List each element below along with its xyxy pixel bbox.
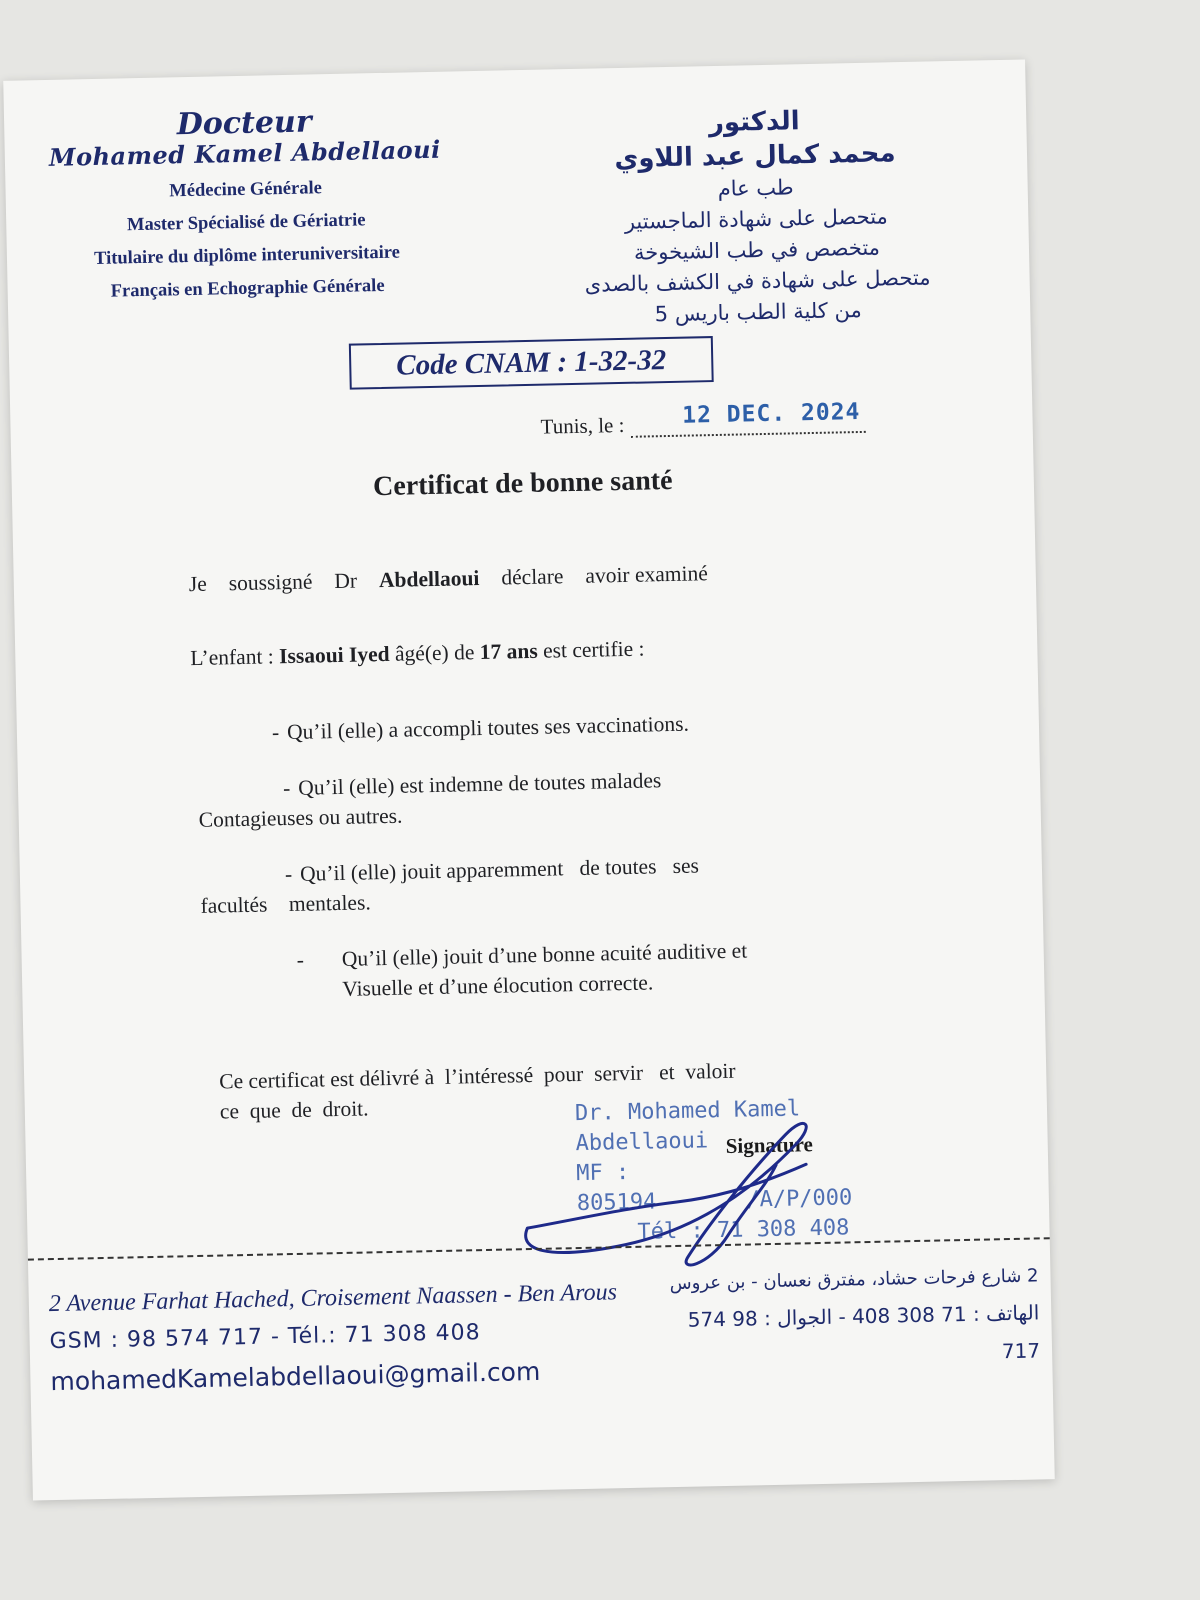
arabic-specialty-line: متحصل على شهادة الماجستير [624, 204, 889, 234]
header-right-arabic [564, 101, 949, 332]
child-age: 17 ans [479, 638, 538, 665]
docteur-title: Docteur [176, 104, 312, 143]
footer-address: 2 Avenue Farhat Hached, Croisement Naassen - Ben Arous [48, 1279, 618, 1318]
closing-line: ce que de droit. [219, 1096, 369, 1124]
child-suffix: est certifie : [542, 636, 645, 663]
footer-right-arabic [648, 1259, 1040, 1377]
specialty-line: Titulaire du diplôme interuniversitaire [93, 242, 401, 269]
bullet-continuation: Contagieuses ou autres. [198, 803, 403, 832]
doctor-surname: Abdellaoui [378, 565, 480, 593]
bullet-list [197, 706, 823, 1033]
signature-label: Signature [725, 1132, 814, 1158]
intro-word: soussigné [228, 569, 313, 596]
arabic-specialty-line: من كلية الطب باريس 5 [654, 297, 862, 327]
bullet-text: Qu’il (elle) est indemne de toutes malades [298, 768, 662, 800]
header-left [34, 101, 458, 310]
stamp-mf-tail: /A/P/000 [746, 1185, 853, 1213]
intro-word: Dr [334, 568, 358, 594]
bullet-continuation: facultés mentales. [200, 890, 371, 918]
doctor-name: Mohamed Kamel Abdellaoui [48, 134, 441, 172]
stamp-tel: Tél : 71 308 408 [637, 1215, 850, 1245]
stamp-mf: MF : 805194 [575, 1159, 657, 1217]
intro-line [189, 558, 731, 599]
bullet-item: - Qu’il (elle) est indemne de toutes malades Contagieuses ou autres. [198, 762, 819, 835]
cnam-code: Code CNAM : 1-32-32 [396, 343, 667, 382]
bullet-item: - Qu’il (elle) jouit apparemment de toutes ses facultés mentales. [200, 848, 821, 921]
date-label: Tunis, le : [540, 412, 625, 439]
intro-word: Je [188, 571, 207, 597]
certificate-sheet [3, 59, 1055, 1500]
closing-line: Ce certificat est délivré à l’intéressé pour servir et valoir [218, 1058, 736, 1094]
footer-arabic-address: 2 شارع فرحات حشاد، مفترق نعسان - بن عروس [669, 1265, 1039, 1295]
arabic-specialty-line: متخصص في طب الشيخوخة [633, 235, 881, 265]
footer-arabic-phones: الهاتف : 71 308 408 - الجوال : 98 574 717 [687, 1300, 1041, 1364]
specialty-line: Médecine Générale [169, 178, 323, 202]
handwritten-signature-icon [505, 1104, 828, 1281]
bullet-item: - Qu’il (elle) a accompli toutes ses vaccinations. [271, 711, 690, 745]
arabic-doctor-title: الدكتور [708, 106, 800, 139]
certificate-title: Certificat de bonne santé [372, 464, 673, 503]
bullet-text: Qu’il (elle) jouit d’une bonne acuité auditive et [341, 938, 748, 971]
intro-word: avoir examiné [585, 561, 709, 588]
footer-left [48, 1273, 619, 1403]
cnam-code-box [349, 336, 714, 390]
specialty-line: Français en Echographie Générale [110, 275, 385, 302]
arabic-specialty-line: متحصل على شهادة في الكشف بالصدى [584, 265, 931, 297]
child-line [190, 634, 645, 674]
footer-email: mohamedKamelabdellaoui@gmail.com [50, 1356, 541, 1397]
bullet-text: Qu’il (elle) a accompli toutes ses vaccinations. [286, 711, 690, 745]
arabic-specialty-line: طب عام [717, 175, 794, 201]
bullet-text: Qu’il (elle) jouit apparemment de toutes ses [299, 853, 700, 886]
bullet-item: - Qu’il (elle) jouit d’une bonne acuité auditive et Visuelle et d’une élocution correcte. [201, 934, 822, 1007]
intro-word: déclare [501, 564, 564, 590]
specialty-line: Master Spécialisé de Gériatrie [126, 210, 366, 236]
bullet-continuation: Visuelle et d’une élocution correcte. [342, 970, 654, 1001]
date-dotted-line [630, 398, 866, 438]
date-stamp: 12 DEC. 2024 [681, 398, 861, 429]
child-mid: âgé(e) de [394, 640, 475, 666]
arabic-doctor-name: محمد كمال عبد اللاوي [614, 138, 896, 175]
child-name: Issaoui Iyed [278, 641, 390, 669]
child-prefix: L’enfant : [190, 644, 274, 671]
stamp-name: Dr. Mohamed Kamel Abdellaoui [574, 1096, 801, 1157]
date-row [540, 398, 865, 440]
footer-phones: GSM : 98 574 717 - Tél.: 71 308 408 [49, 1320, 481, 1355]
